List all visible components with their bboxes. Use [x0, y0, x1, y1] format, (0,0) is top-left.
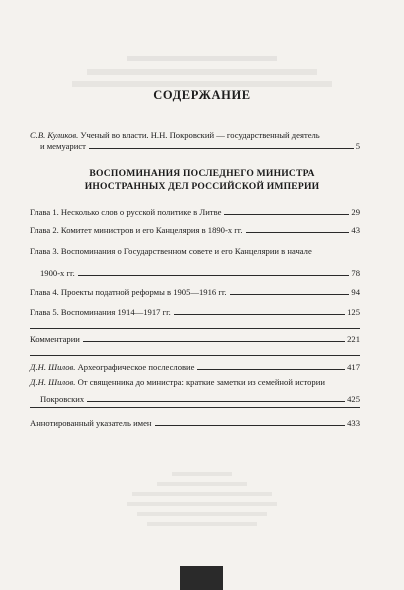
section-heading: ИНОСТРАННЫХ ДЕЛ РОССИЙСКОЙ ИМПЕРИИ	[84, 181, 320, 192]
toc-entry-afterword[interactable]	[30, 362, 360, 373]
toc-entry-intro[interactable]	[30, 130, 360, 152]
bottom-tab-mark	[180, 566, 223, 590]
page-number: 29	[351, 207, 360, 217]
entry-author: С.В. Куликов.	[30, 130, 79, 140]
toc-entry-comments[interactable]	[30, 334, 360, 345]
toc-entry-chapter-5[interactable]	[30, 307, 360, 318]
leader-line	[174, 314, 345, 315]
leader-line	[89, 148, 354, 149]
entry-text-cont: 1900-х гг.	[40, 268, 75, 278]
section-heading: ВОСПОМИНАНИЯ ПОСЛЕДНЕГО МИНИСТРА	[89, 168, 315, 179]
entry-text: Глава 1. Несколько слов о русской политике в Литве	[30, 207, 222, 217]
page-number: 78	[351, 268, 360, 278]
toc-entry-index[interactable]	[30, 418, 360, 429]
leader-line	[230, 294, 350, 295]
section-divider	[30, 355, 360, 356]
page-number: 417	[347, 362, 360, 372]
leader-line	[155, 425, 346, 426]
entry-text: Глава 3. Воспоминания о Государственном совете и его Канцелярии в начале	[30, 246, 312, 256]
leader-line	[224, 214, 349, 215]
entry-text-cont: Покровских	[40, 394, 85, 404]
entry-text: Глава 5. Воспоминания 1914—1917 гг.	[30, 307, 171, 317]
entry-text: Глава 2. Комитет министров и его Канцелярия в 1890-х гг.	[30, 225, 243, 235]
entry-text: Комментарии	[30, 334, 80, 344]
entry-text: Аннотированный указатель имен	[30, 418, 152, 428]
entry-text: Археографическое послесловие	[77, 362, 195, 372]
page-title: СОДЕРЖАНИЕ	[153, 88, 251, 102]
leader-line	[197, 369, 345, 370]
page-number: 5	[355, 141, 360, 151]
leader-line	[246, 232, 350, 233]
toc-entry-chapter-3[interactable]	[30, 246, 360, 279]
entry-author: Д.Н. Шилов.	[30, 377, 76, 387]
page-number: 221	[347, 334, 360, 344]
toc-entry-chapter-1[interactable]	[30, 207, 360, 218]
page-number: 125	[347, 307, 360, 317]
page-number: 433	[347, 418, 360, 428]
section-divider	[30, 407, 360, 408]
entry-text: Ученый во власти. Н.Н. Покровский — государственный деятель	[80, 130, 320, 140]
leader-line	[78, 275, 350, 276]
page-number: 94	[351, 287, 360, 297]
bleed-through-texture	[0, 470, 404, 540]
section-divider	[30, 328, 360, 329]
toc-entry-family-notes[interactable]	[30, 377, 360, 405]
entry-author: Д.Н. Шилов.	[30, 362, 76, 372]
leader-line	[83, 341, 345, 342]
entry-text: Глава 4. Проекты податной реформы в 1905—1916 гг.	[30, 287, 227, 297]
page-number: 425	[347, 394, 360, 404]
toc-entry-chapter-2[interactable]	[30, 225, 360, 236]
toc-entry-chapter-4[interactable]	[30, 287, 360, 298]
leader-line	[87, 401, 345, 402]
page-number: 43	[351, 225, 360, 235]
entry-text-cont: и мемуарист	[40, 141, 86, 151]
entry-text: От священника до министра: краткие заметки из семейной истории	[77, 377, 325, 387]
